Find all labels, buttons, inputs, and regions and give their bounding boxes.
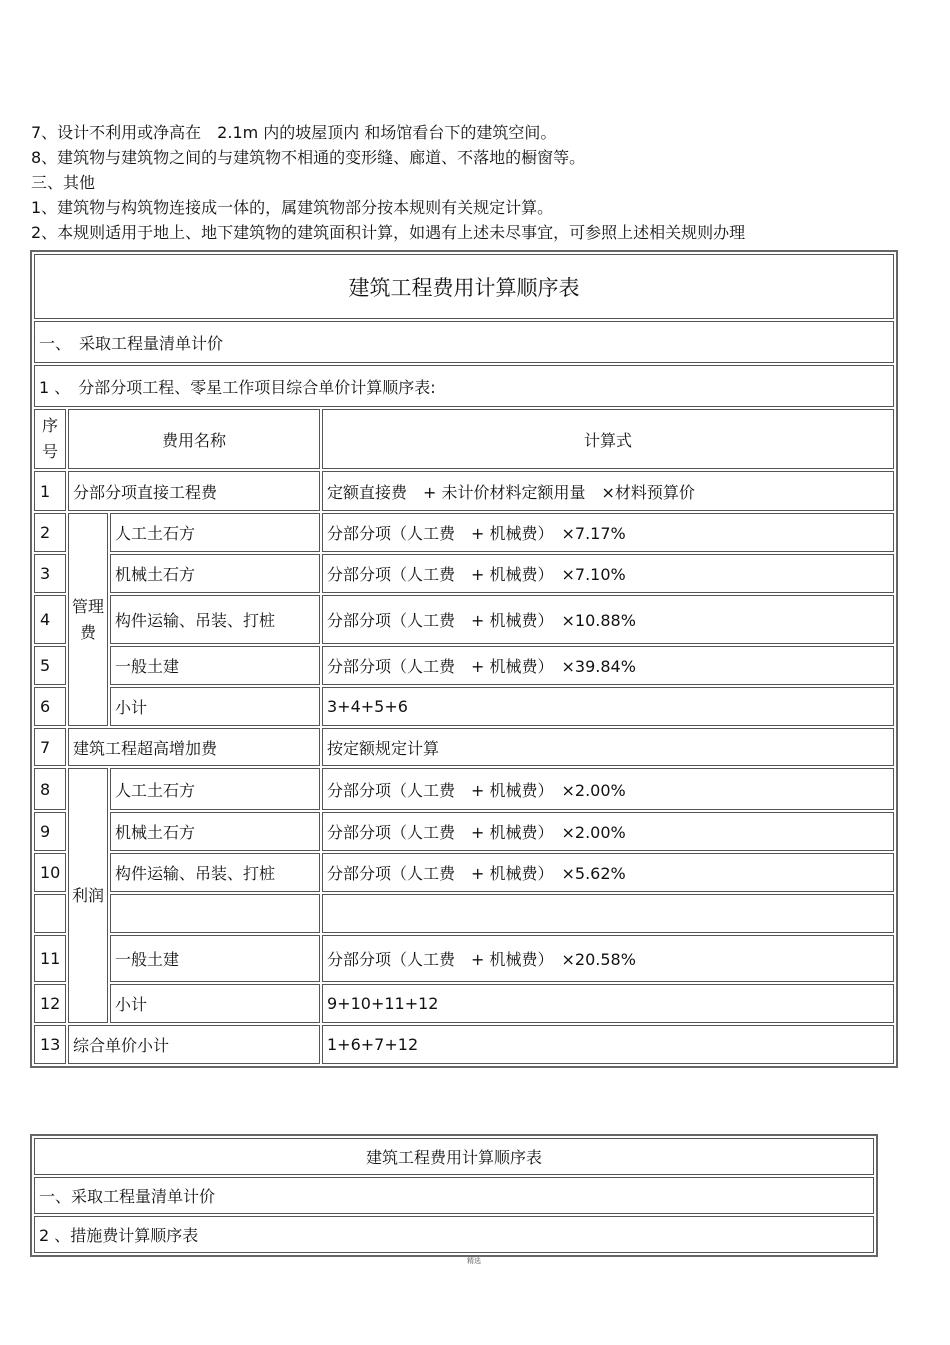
row-number: 13 — [34, 1025, 66, 1064]
row-number: 8 — [34, 768, 66, 810]
fee-name: 机械土石方 — [110, 554, 320, 593]
fee-name: 人工土石方 — [110, 768, 320, 810]
fee-name: 分部分项直接工程费 — [68, 471, 320, 511]
fee-name: 综合单价小计 — [68, 1025, 320, 1064]
row-number: 4 — [34, 595, 66, 644]
intro-line: 2、本规则适用于地上、地下建筑物的建筑面积计算，如遇有上述未尽事宜，可参照上述相关规则办理 — [31, 223, 746, 242]
fee-name: 构件运输、吊装、打桩 — [110, 853, 320, 892]
table-row — [34, 646, 894, 685]
row-number: 11 — [34, 935, 66, 982]
fee-formula: 分部分项（人工费 + 机械费） ×2.00% — [322, 812, 894, 851]
table-row — [34, 1025, 894, 1064]
fee-name: 一般土建 — [110, 935, 320, 982]
row-number: 5 — [34, 646, 66, 685]
fee-name: 一般土建 — [110, 646, 320, 685]
table-row — [34, 935, 894, 982]
fee-formula: 分部分项（人工费 + 机械费） ×39.84% — [322, 646, 894, 685]
fee-formula: 按定额规定计算 — [322, 728, 894, 766]
row-number: 12 — [34, 984, 66, 1023]
header-name: 费用名称 — [68, 409, 320, 469]
group-label-management: 管理费 — [68, 513, 108, 726]
fee-calculation-table — [30, 250, 898, 1068]
section-heading: 一、 采取工程量清单计价 — [34, 321, 894, 363]
table-row — [34, 768, 894, 810]
row-number: 9 — [34, 812, 66, 851]
row-number: 3 — [34, 554, 66, 593]
row-number: 6 — [34, 687, 66, 726]
table-row — [34, 984, 894, 1023]
fee-formula: 定额直接费 + 未计价材料定额用量 ×材料预算价 — [322, 471, 894, 511]
row-number: 2 — [34, 513, 66, 552]
fee-name: 人工土石方 — [110, 513, 320, 552]
table-row — [34, 513, 894, 552]
group-label-profit: 利润 — [68, 768, 108, 1023]
fee-formula: 9+10+11+12 — [322, 984, 894, 1023]
fee-formula: 3+4+5+6 — [322, 687, 894, 726]
fee-name: 小计 — [110, 984, 320, 1023]
intro-line: 1、建筑物与构筑物连接成一体的，属建筑物部分按本规则有关规定计算。 — [31, 198, 554, 217]
fee-formula: 分部分项（人工费 + 机械费） ×2.00% — [322, 768, 894, 810]
table-row — [34, 853, 894, 892]
table-row-empty — [34, 894, 894, 933]
intro-text — [31, 120, 931, 245]
fee-formula — [322, 894, 894, 933]
row-number: 10 — [34, 853, 66, 892]
table-row — [34, 812, 894, 851]
intro-line: 三、其他 — [31, 173, 96, 192]
table-row — [34, 595, 894, 644]
row-number: 1 — [34, 471, 66, 511]
intro-line: 7、设计不利用或净高在 2.1m 内的坡屋顶内 和场馆看台下的建筑空间。 — [31, 123, 557, 142]
fee-name: 建筑工程超高增加费 — [68, 728, 320, 766]
subsection-heading: 2 、措施费计算顺序表 — [34, 1216, 874, 1253]
table-row — [34, 728, 894, 766]
fee-formula: 分部分项（人工费 + 机械费） ×20.58% — [322, 935, 894, 982]
table-title: 建筑工程费用计算顺序表 — [34, 254, 894, 319]
fee-formula: 分部分项（人工费 + 机械费） ×10.88% — [322, 595, 894, 644]
section-heading: 一、采取工程量清单计价 — [34, 1177, 874, 1214]
fee-name — [110, 894, 320, 933]
table-title: 建筑工程费用计算顺序表 — [34, 1138, 874, 1175]
row-number — [34, 894, 66, 933]
fee-formula: 1+6+7+12 — [322, 1025, 894, 1064]
fee-formula: 分部分项（人工费 + 机械费） ×7.17% — [322, 513, 894, 552]
fee-formula: 分部分项（人工费 + 机械费） ×7.10% — [322, 554, 894, 593]
fee-name: 机械土石方 — [110, 812, 320, 851]
header-formula: 计算式 — [322, 409, 894, 469]
page-footer: 精选 — [467, 1257, 481, 1265]
table-row — [34, 554, 894, 593]
intro-line: 8、建筑物与建筑物之间的与建筑物不相通的变形缝、廊道、不落地的橱窗等。 — [31, 148, 586, 167]
header-seq: 序号 — [34, 409, 66, 469]
row-number: 7 — [34, 728, 66, 766]
measures-fee-table — [30, 1134, 878, 1257]
fee-formula: 分部分项（人工费 + 机械费） ×5.62% — [322, 853, 894, 892]
fee-name: 小计 — [110, 687, 320, 726]
subsection-heading: 1 、 分部分项工程、零星工作项目综合单价计算顺序表: — [34, 365, 894, 407]
table-row — [34, 687, 894, 726]
fee-name: 构件运输、吊装、打桩 — [110, 595, 320, 644]
table-row — [34, 471, 894, 511]
